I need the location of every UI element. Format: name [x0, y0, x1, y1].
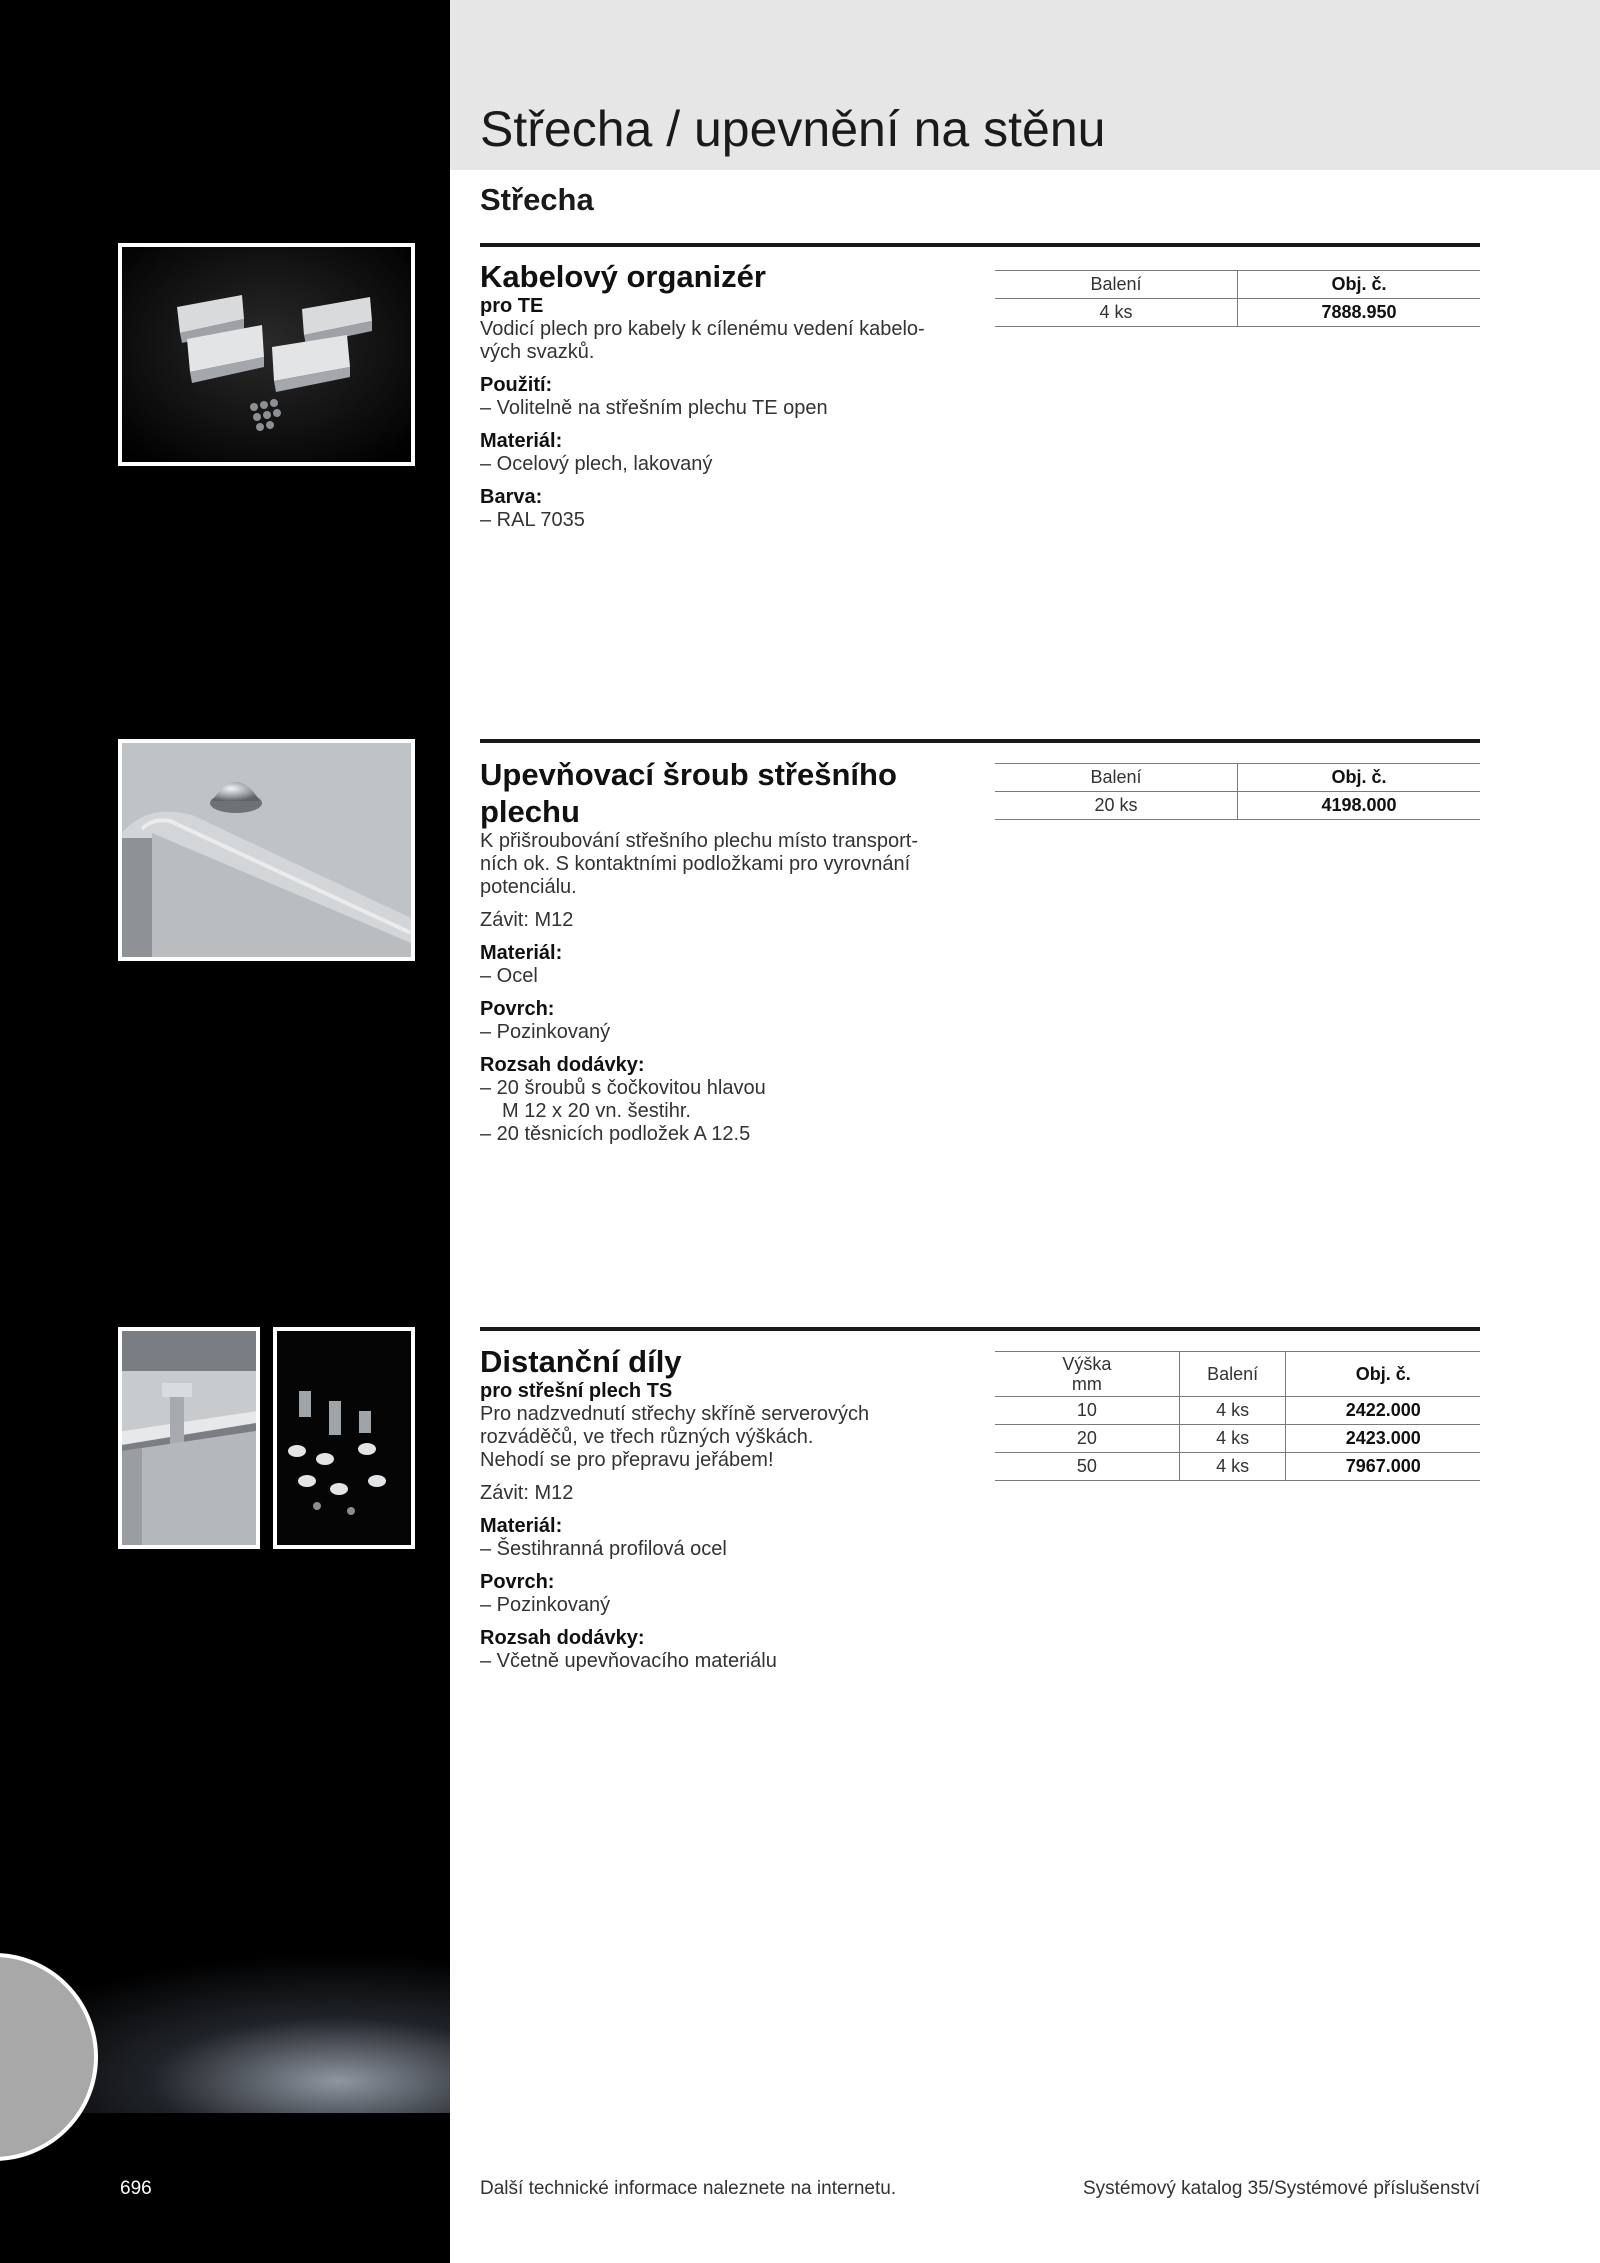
material-label: Materiál:	[480, 942, 563, 964]
footer-right-text: Systémový katalog 35/Systémové příslušenství	[1082, 2178, 1480, 2199]
order-table	[995, 763, 1480, 820]
scope-item: – Včetně upevňovacího materiálu	[480, 1650, 777, 1672]
table-cell-order-number: 2423.000	[1286, 1425, 1480, 1453]
surface-label: Povrch:	[480, 998, 555, 1020]
material-label: Materiál:	[480, 430, 563, 452]
surface-item: – Pozinkovaný	[480, 1594, 611, 1616]
column-header: Balení	[1179, 1352, 1286, 1397]
product-image-spacer-parts	[273, 1327, 415, 1549]
product-description-line: rozváděčů, ve třech různých výškách.	[480, 1426, 814, 1448]
table-cell: 10	[995, 1397, 1179, 1425]
product-image-spacer-mounted	[118, 1327, 260, 1549]
page-title: Střecha / upevnění na stěnu	[480, 101, 1106, 157]
scope-item: – 20 šroubů s čočkovitou hlavou	[480, 1077, 766, 1099]
table-row	[995, 792, 1480, 820]
column-header: Obj. č.	[1238, 271, 1481, 299]
section-title: Střecha	[480, 182, 594, 217]
table-header-row	[995, 1352, 1480, 1397]
use-label: Použití:	[480, 374, 553, 396]
surface-item: – Pozinkovaný	[480, 1021, 611, 1043]
table-row	[995, 1425, 1480, 1453]
table-cell-order-number: 2422.000	[1286, 1397, 1480, 1425]
order-table	[995, 270, 1480, 327]
color-item: – RAL 7035	[480, 509, 585, 531]
table-cell-order-number: 7967.000	[1286, 1453, 1480, 1481]
product-description-line: K přišroubování střešního plechu místo transport-	[480, 830, 918, 852]
table-row	[995, 1453, 1480, 1481]
product-subtitle: pro TE	[480, 295, 544, 317]
section-rule	[480, 1327, 1480, 1331]
material-item: – Ocelový plech, lakovaný	[480, 453, 713, 475]
material-item: – Šestihranná profilová ocel	[480, 1538, 727, 1560]
material-label: Materiál:	[480, 1515, 563, 1537]
thread-spec: Závit: M12	[480, 1482, 574, 1504]
product-roof-screw	[480, 756, 950, 1146]
scope-item: – 20 těsnicích podložek A 12.5	[480, 1123, 751, 1145]
table-cell: 20	[995, 1425, 1179, 1453]
product-description-line: ních ok. S kontaktními podložkami pro vyrovnání	[480, 853, 911, 875]
section-rule	[480, 243, 1480, 247]
column-header-line: Výška	[1062, 1354, 1112, 1374]
table-cell: 4 ks	[995, 299, 1238, 327]
product-spacers	[480, 1343, 950, 1673]
table-cell: 4 ks	[1179, 1397, 1286, 1425]
product-description-line: potenciálu.	[480, 876, 577, 898]
scope-label: Rozsah dodávky:	[480, 1054, 645, 1076]
table-cell-order-number: 4198.000	[1238, 792, 1481, 820]
product-name: Kabelový organizér	[480, 259, 766, 294]
product-description-line: Pro nadzvednutí střechy skříně serverových	[480, 1403, 870, 1425]
table-cell-order-number: 7888.950	[1238, 299, 1481, 327]
table-cell: 50	[995, 1453, 1179, 1481]
product-image-roof-screw	[118, 739, 415, 961]
column-header-unit: mm	[1071, 1374, 1102, 1394]
product-image-cable-organizer	[118, 243, 415, 466]
product-description-line: Vodicí plech pro kabely k cílenému vedení kabelo-	[480, 318, 925, 340]
column-header: Balení	[995, 764, 1238, 792]
section-rule	[480, 739, 1480, 743]
column-header: Obj. č.	[1286, 1352, 1480, 1397]
product-cable-organizer	[480, 258, 950, 532]
product-name-line: Upevňovací šroub střešního	[480, 757, 897, 792]
product-subtitle: pro střešní plech TS	[480, 1380, 673, 1402]
material-item: – Ocel	[480, 965, 538, 987]
page-number: 696	[120, 2178, 152, 2199]
table-cell: 20 ks	[995, 792, 1238, 820]
product-name-line: plechu	[480, 794, 580, 829]
table-cell: 4 ks	[1179, 1453, 1286, 1481]
table-row	[995, 299, 1480, 327]
order-table	[995, 1351, 1480, 1481]
column-header-height	[995, 1352, 1179, 1397]
product-description-line: Nehodí se pro přepravu jeřábem!	[480, 1449, 774, 1471]
table-header-row	[995, 764, 1480, 792]
product-name: Distanční díly	[480, 1344, 682, 1379]
table-header-row	[995, 271, 1480, 299]
color-label: Barva:	[480, 486, 543, 508]
scope-item-continuation: M 12 x 20 vn. šestihr.	[502, 1100, 691, 1122]
column-header: Balení	[995, 271, 1238, 299]
table-row	[995, 1397, 1480, 1425]
surface-label: Povrch:	[480, 1571, 555, 1593]
use-item: – Volitelně na střešním plechu TE open	[480, 397, 828, 419]
column-header: Obj. č.	[1238, 764, 1481, 792]
thread-spec: Závit: M12	[480, 909, 574, 931]
scope-label: Rozsah dodávky:	[480, 1627, 645, 1649]
footer-left-text: Další technické informace naleznete na internetu.	[480, 2178, 897, 2199]
product-description-line: vých svazků.	[480, 341, 595, 363]
table-cell: 4 ks	[1179, 1425, 1286, 1453]
